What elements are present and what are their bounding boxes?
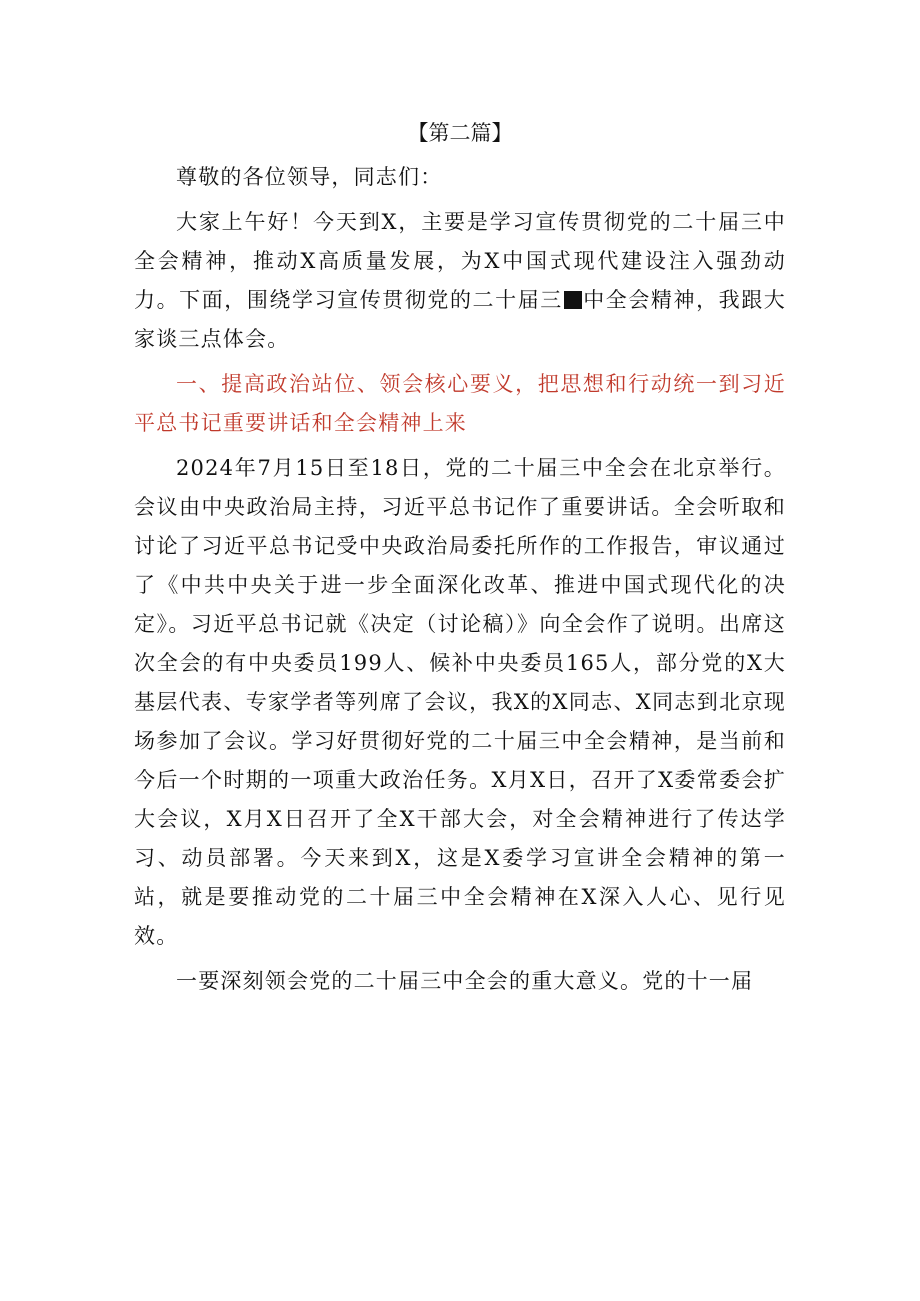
- intro-text-part1: 大家上午好！今天到X，主要是学习宣传贯彻党的二十届三中全会精神，推动X高质量发展，为X中国式现代建设注入强劲动力。下面，围绕学习宣传贯彻党的二十届三: [134, 210, 786, 312]
- section-one-title: 一、提高政治站位、领会核心要义，把思想和行动统一到习近平总书记重要讲话和全会精神上来: [134, 372, 786, 435]
- body-paragraph: 2024年7月15日至18日，党的二十届三中全会在北京举行。会议由中央政治局主持，习近平总书记作了重要讲话。全会听取和讨论了习近平总书记受中央政治局委托所作的工作报告，审议通过了《中共中央关于进一步全面深化改革、推进中国式现代化的决定》。习近平总书记就《决定（讨论稿）》向全会作了说明。出席这次全会的有中央委员199人、候补中央委员165人，部分党的X大基层代表、专家学者等列席了会议，我X的X同志、X同志到北京现场参加了会议。学习好贯彻好党的二十届三中全会精神，是当前和今后一个时期的一项重大政治任务。X月X日，召开了X委常委会扩大会议，X月X日召开了全X干部大会，对全会精神进行了传达学习、动员部署。今天来到X，这是X委学习宣讲全会精神的第一站，就是要推动党的二十届三中全会精神在X深入人心、见行见效。: [134, 456, 786, 948]
- page-heading: 【第二篇】: [407, 121, 513, 145]
- redaction-mark: [564, 291, 582, 309]
- salutation: 尊敬的各位领导，同志们：: [176, 165, 443, 189]
- last-paragraph: 一要深刻领会党的二十届三中全会的重大意义。党的十一届: [176, 969, 754, 993]
- intro-text-part2: 中全会精神，我跟大家谈三点体会。: [134, 288, 786, 351]
- intro-paragraph: [134, 203, 786, 359]
